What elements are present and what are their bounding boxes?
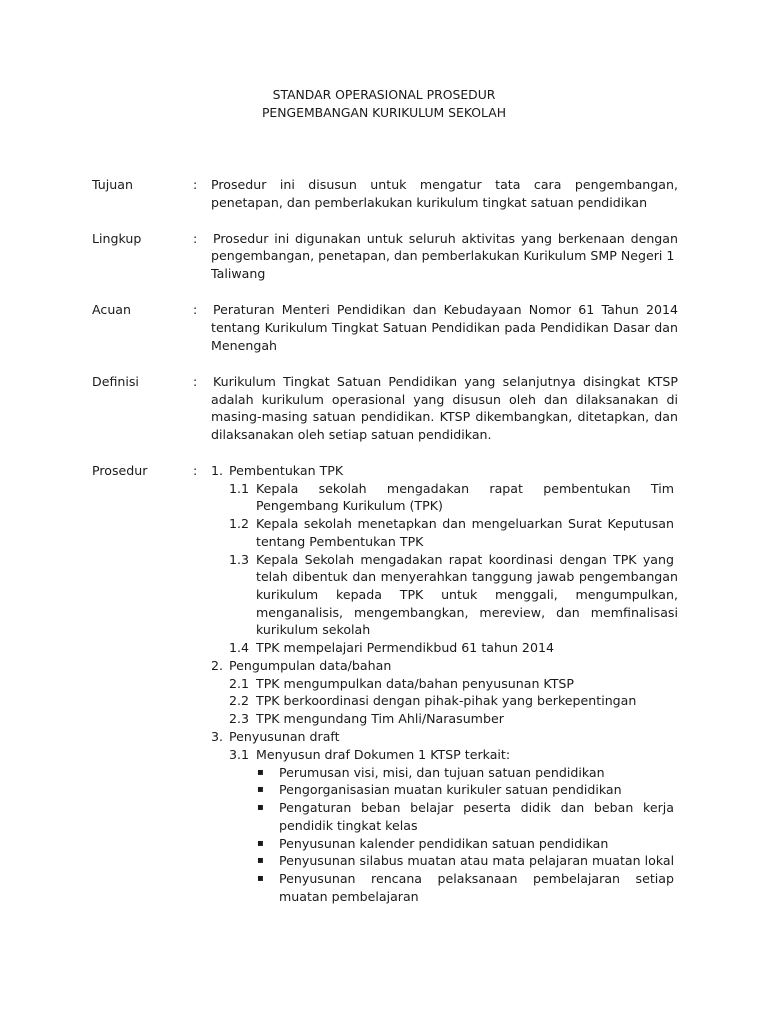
- section-label: Lingkup: [92, 231, 142, 246]
- paragraph-line: Taliwang: [211, 266, 266, 281]
- substep-text: menganalisis, mengembangkan, mereview, dan memfinalisasi: [256, 605, 678, 620]
- paragraph-line: penetapan, dan pemberlakukan kurikulum tingkat satuan pendidikan: [211, 195, 648, 210]
- paragraph-line: Prosedur ini disusun untuk mengatur tata cara pengembangan,: [211, 177, 678, 192]
- paragraph-line: tentang Kurikulum Tingkat Satuan Pendidikan pada Pendidikan Dasar dan: [211, 320, 678, 335]
- step-title: Penyusunan draft: [229, 729, 340, 744]
- bullet-icon: ▪: [257, 802, 264, 813]
- substep-number: 1.4: [229, 640, 250, 655]
- paragraph-line: masing-masing satuan pendidikan. KTSP dikembangkan, ditetapkan, dan: [211, 409, 678, 424]
- substep-text: TPK mengumpulkan data/bahan penyusunan KTSP: [256, 676, 574, 691]
- section-label: Prosedur: [92, 463, 148, 478]
- colon: :: [193, 177, 198, 192]
- paragraph-line: Prosedur ini digunakan untuk seluruh aktivitas yang berkenaan dengan: [213, 231, 678, 246]
- bullet-icon: ▪: [257, 873, 264, 884]
- substep-text: Kepala Sekolah mengadakan rapat koordinasi dengan TPK yang: [256, 552, 674, 567]
- bullet-icon: ▪: [257, 855, 264, 866]
- substep-text: TPK mempelajari Permendikbud 61 tahun 2014: [256, 640, 554, 655]
- bullet-item: Perumusan visi, misi, dan tujuan satuan pendidikan: [279, 765, 605, 780]
- step-number: 3.: [211, 729, 224, 744]
- document-title-line-1: STANDAR OPERASIONAL PROSEDUR: [272, 87, 496, 102]
- paragraph-line: Kurikulum Tingkat Satuan Pendidikan yang selanjutnya disingkat KTSP: [213, 374, 678, 389]
- section-label: Acuan: [92, 302, 131, 317]
- paragraph-line: dilaksanakan oleh setiap satuan pendidikan.: [211, 427, 492, 442]
- substep-text: Pengembang Kurikulum (TPK): [256, 498, 443, 513]
- substep-number: 1.2: [229, 516, 250, 531]
- step-number: 2.: [211, 658, 224, 673]
- bullet-item: pendidik tingkat kelas: [279, 818, 418, 833]
- bullet-icon: ▪: [257, 767, 264, 778]
- bullet-item: Penyusunan silabus muatan atau mata pelajaran muatan lokal: [279, 853, 675, 868]
- bullet-item: Penyusunan kalender pendidikan satuan pendidikan: [279, 836, 609, 851]
- substep-number: 3.1: [229, 747, 250, 762]
- step-number: 1.: [211, 463, 224, 478]
- document-title-line-2: PENGEMBANGAN KURIKULUM SEKOLAH: [261, 105, 507, 120]
- substep-number: 1.3: [229, 552, 250, 567]
- colon: :: [193, 231, 198, 246]
- colon: :: [193, 463, 198, 478]
- paragraph-line: Menengah: [211, 338, 278, 353]
- paragraph-line: pengembangan, penetapan, dan pemberlakukan Kurikulum SMP Negeri 1: [211, 248, 675, 263]
- substep-number: 2.2: [229, 693, 250, 708]
- substep-text: kurikulum kepada TPK untuk menggali, mengumpulkan,: [256, 587, 678, 602]
- colon: :: [193, 374, 198, 389]
- bullet-icon: ▪: [257, 784, 264, 795]
- substep-number: 2.3: [229, 711, 250, 726]
- section-label: Definisi: [92, 374, 139, 389]
- substep-number: 2.1: [229, 676, 250, 691]
- bullet-item: muatan pembelajaran: [279, 889, 419, 904]
- substep-text: Kepala sekolah mengadakan rapat pembentukan Tim: [256, 481, 674, 496]
- paragraph-line: adalah kurikulum operasional yang disusun oleh dan dilaksanakan di: [211, 392, 678, 407]
- substep-number: 1.1: [229, 481, 250, 496]
- substep-text: tentang Pembentukan TPK: [256, 534, 424, 549]
- colon: :: [193, 302, 198, 317]
- paragraph-line: Peraturan Menteri Pendidikan dan Kebudayaan Nomor 61 Tahun 2014: [213, 302, 678, 317]
- step-title: Pengumpulan data/bahan: [229, 658, 392, 673]
- section-label: Tujuan: [92, 177, 133, 192]
- substep-text: telah dibentuk dan menyerahkan tanggung jawab pengembangan: [256, 569, 678, 584]
- substep-text: kurikulum sekolah: [256, 622, 371, 637]
- bullet-item: Pengorganisasian muatan kurikuler satuan pendidikan: [279, 782, 622, 797]
- substep-text: Menyusun draf Dokumen 1 KTSP terkait:: [256, 747, 511, 762]
- substep-text: Kepala sekolah menetapkan dan mengeluarkan Surat Keputusan: [256, 516, 674, 531]
- step-title: Pembentukan TPK: [229, 463, 344, 478]
- bullet-item: Pengaturan beban belajar peserta didik dan beban kerja: [279, 800, 674, 815]
- substep-text: TPK mengundang Tim Ahli/Narasumber: [256, 711, 504, 726]
- bullet-item: Penyusunan rencana pelaksanaan pembelajaran setiap: [279, 871, 674, 886]
- substep-text: TPK berkoordinasi dengan pihak-pihak yang berkepentingan: [256, 693, 637, 708]
- bullet-icon: ▪: [257, 838, 264, 849]
